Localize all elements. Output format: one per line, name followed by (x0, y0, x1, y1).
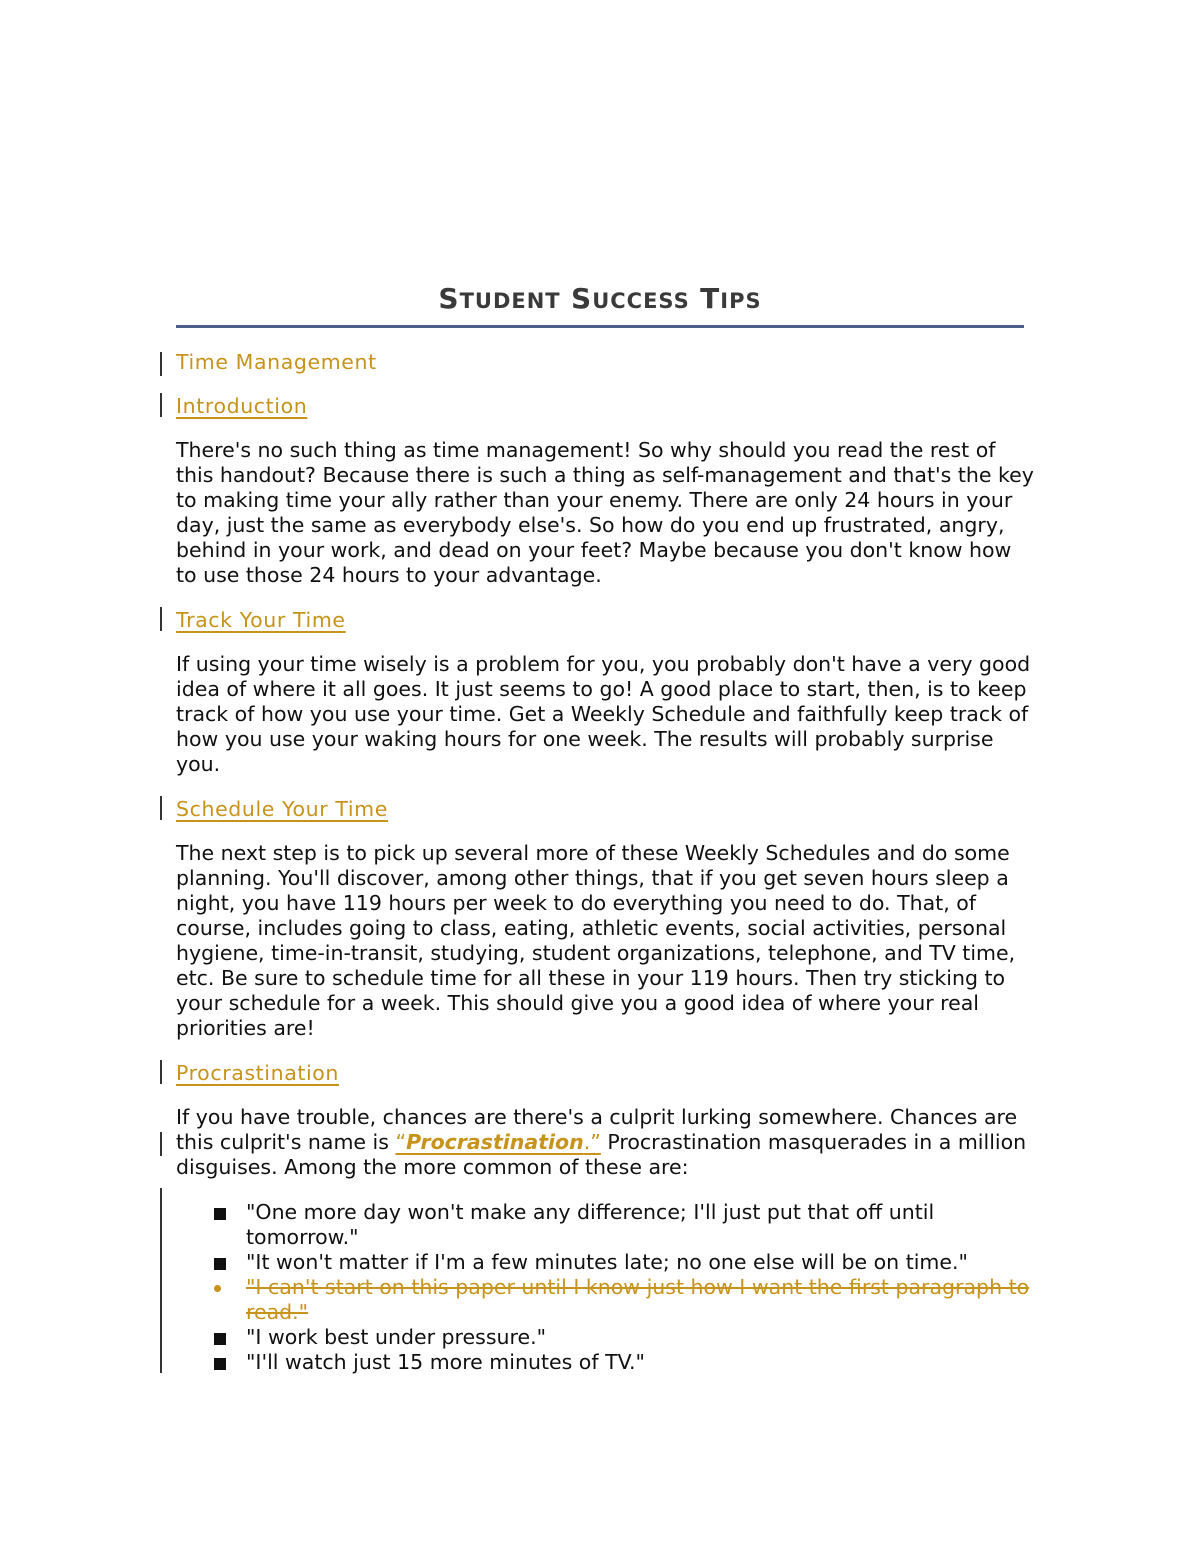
procrastination-text-after: Procrastination masquerades in a million disguises. Among the more common of these are: (176, 1130, 1027, 1179)
title-letter: T (700, 282, 721, 315)
procrastination-list (176, 1200, 1036, 1375)
track-time-heading (176, 608, 1036, 633)
square-bullet-icon (214, 1333, 226, 1345)
change-bar (160, 796, 162, 820)
list-item-text: "One more day won't make any difference; I'll just put that off until tomorrow." (246, 1200, 935, 1249)
title-word-rest: IPS (720, 289, 762, 313)
title-letter: S (438, 282, 460, 315)
procrastination-heading-text: Procrastination (176, 1061, 340, 1085)
title-letter: S (571, 282, 593, 315)
square-bullet-icon (214, 1258, 226, 1270)
list-item (176, 1250, 1036, 1275)
title-word-rest: TUDENT (459, 289, 561, 313)
document-title (0, 282, 1200, 315)
list-item-text: "I can't start on this paper until I know just how I want the first paragraph to read." (246, 1275, 1030, 1324)
dot-bullet-icon (214, 1285, 221, 1292)
introduction-heading-text: Introduction (176, 394, 308, 418)
change-bar (160, 393, 162, 417)
quote-close: .” (583, 1130, 601, 1154)
procrastination-text-before: If you have trouble, chances are there's a culprit lurking somewhere. Chances are this culprit's name is (176, 1105, 1018, 1154)
introduction-paragraph: There's no such thing as time management! So why should you read the rest of this handout? Because there is such a thing as self-management and that's the key to making time your ally rather than your enemy. There are only 24 hours in your day, just the same as everybody else's. So how do you end up frustrated, angry, behind in your work, and dead on your feet? Maybe because you don't know how to use those 24 hours to your advantage. (176, 438, 1034, 587)
section-heading (176, 350, 1036, 375)
procrastination-emphasis: Procrastination (406, 1130, 584, 1154)
track-time-paragraph: If using your time wisely is a problem for you, you probably don't have a very good idea of where it all goes. It just seems to go! A good place to start, then, is to keep track of how you use your time. Get a Weekly Schedule and faithfully keep track of how you use your waking hours for one week. The results will probably surprise you. (176, 652, 1031, 776)
change-bar (160, 352, 162, 376)
procrastination-paragraph (176, 1105, 1036, 1180)
change-bar (160, 1188, 162, 1373)
list-item-text: "It won't matter if I'm a few minutes late; no one else will be on time." (246, 1250, 968, 1274)
procrastination-heading (176, 1061, 1036, 1086)
change-bar (160, 1060, 162, 1084)
change-bar (160, 1132, 162, 1156)
schedule-time-heading (176, 797, 1036, 822)
list-item-text: "I'll watch just 15 more minutes of TV." (246, 1350, 645, 1374)
change-bar (160, 607, 162, 631)
track-time-heading-text: Track Your Time (176, 608, 346, 632)
list-item-deleted (176, 1275, 1036, 1325)
list-item-text: "I work best under pressure." (246, 1325, 547, 1349)
square-bullet-icon (214, 1208, 226, 1220)
list-item (176, 1350, 1036, 1375)
introduction-heading (176, 394, 1036, 419)
section-heading-text: Time Management (176, 350, 377, 374)
document-body (176, 350, 1036, 1375)
square-bullet-icon (214, 1358, 226, 1370)
quote-open: “ (395, 1130, 407, 1154)
list-item (176, 1325, 1036, 1350)
title-word-rest: UCCESS (592, 289, 690, 313)
list-item (176, 1200, 1036, 1250)
title-rule (176, 325, 1024, 328)
schedule-time-paragraph: The next step is to pick up several more of these Weekly Schedules and do some planning. You'll discover, among other things, that if you get seven hours sleep a night, you have 119 hours per week to do everything you need to do. That, of course, includes going to class, eating, athletic events, social activities, personal hygiene, time-in-transit, studying, student organizations, telephone, and TV time, etc. Be sure to schedule time for all these in your 119 hours. Then try sticking to your schedule for a week. This should give you a good idea of where your real priorities are! (176, 841, 1016, 1040)
schedule-time-heading-text: Schedule Your Time (176, 797, 388, 821)
